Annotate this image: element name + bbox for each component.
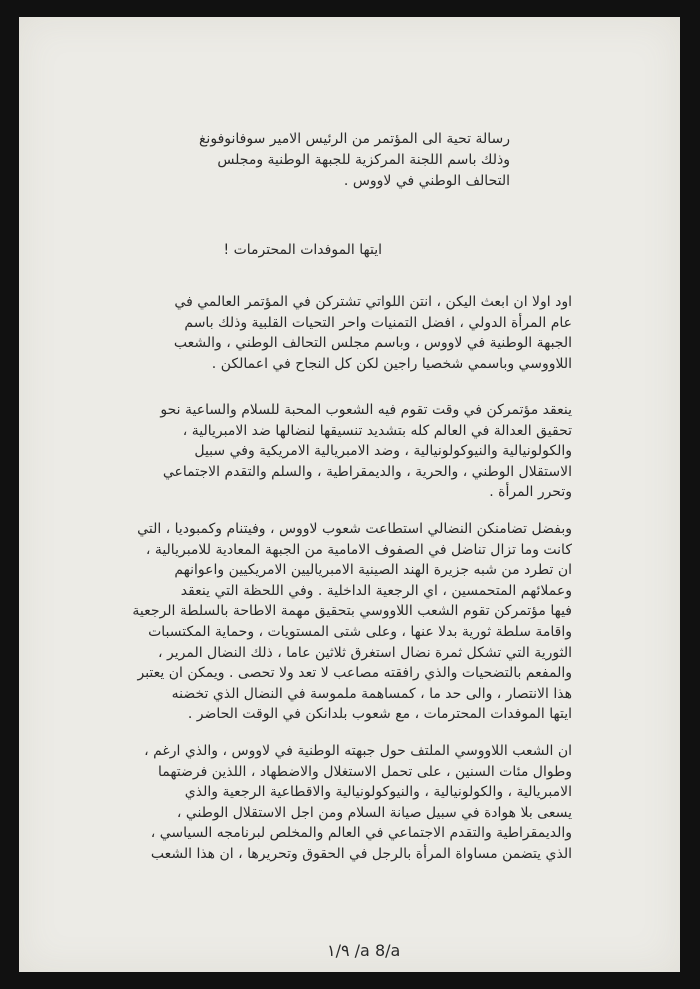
text-line: واقامة سلطة ثورية بدلا عنها ، وعلى شتى المستويات ، وحماية المكتسبات xyxy=(148,623,572,640)
text-line: ان تطرد من شبه جزيرة الهند الصينية الامبرياليين الامريكيين واعوانهم xyxy=(174,562,572,579)
text-line: اود اولا ان ابعث اليكن ، انتن اللواتي تشتركن في المؤتمر العالمي في xyxy=(174,294,572,310)
paragraph-greeting xyxy=(52,292,572,374)
text-line: الاستقلال الوطني ، والحرية ، والديمقراطية ، والسلم والتقدم الاجتماعي xyxy=(162,463,572,480)
text-line: الجبهة الوطنية في لاووس ، وباسم مجلس التحالف الوطني ، والشعب xyxy=(173,335,572,352)
paragraph-context xyxy=(52,400,572,503)
paragraph-solidarity xyxy=(52,519,572,725)
text-line: وعملائهم المتحمسين ، اي الرجعية الداخلية . وفي اللحظة التي ينعقد xyxy=(180,582,572,599)
text-line: وطوال مئات السنين ، على تحمل الاستغلال والاضطهاد ، اللذين فرضتهما xyxy=(157,763,572,780)
text-line: عام المرأة الدولي ، افضل التمنيات واحر التحيات القلبية وذلك باسم xyxy=(184,314,572,331)
text-line: ان الشعب اللاووسي الملتف حول جبهته الوطنية في لاووس ، والذي ارغم ، xyxy=(144,743,572,759)
letter-heading xyxy=(90,129,510,192)
text-line: وبفضل تضامنكن النضالي استطاعت شعوب لاووس ، وفيتنام وكمبوديا ، التي xyxy=(137,521,572,537)
page-reference: ١/٩ /a 8/a xyxy=(327,941,401,960)
text-line: ايتها الموفدات المحترمات ، مع شعوب بلدانكن في الوقت الحاضر . xyxy=(187,706,572,723)
document-page xyxy=(19,17,680,972)
text-line: يسعى بلا هوادة في سبيل صيانة السلام ومن اجل الاستقلال الوطني ، xyxy=(176,804,572,821)
text-line: وتحرر المرأة . xyxy=(489,484,572,501)
text-line: كانت وما تزال تناضل في الصفوف الامامية من الجبهة المعادية للامبريالية ، xyxy=(145,541,572,558)
heading-line: التحالف الوطني في لاووس . xyxy=(343,173,510,189)
heading-line: وذلك باسم اللجنة المركزية للجبهة الوطنية ومجلس xyxy=(217,152,510,168)
text-line: فيها مؤتمركن تقوم الشعب اللاووسي بتحقيق مهمة الاطاحة بالسلطة الرجعية xyxy=(132,603,572,620)
heading-line: رسالة تحية الى المؤتمر من الرئيس الامير سوفانوفونغ xyxy=(198,131,510,147)
paragraph-people xyxy=(52,741,572,865)
text-line: ينعقد مؤتمركن في وقت تقوم فيه الشعوب المحبة للسلام والساعية نحو xyxy=(160,402,572,418)
text-line: تحقيق العدالة في العالم كله بتشديد تنسيقها لنضالها ضد الامبريالية ، xyxy=(182,422,572,439)
text-line: الذي يتضمن مساواة المرأة بالرجل في الحقوق وتحريرها ، ان هذا الشعب xyxy=(150,845,572,862)
text-line: الثورية التي تشكل ثمرة نضال استغرق ثلاثين عاما ، ذلك النضال المرير ، xyxy=(158,644,572,661)
text-line: هذا الانتصار ، والى حد ما ، كمساهمة ملموسة في النضال الذي تخضنه xyxy=(171,685,572,702)
text-line: الامبريالية ، والكولونيالية ، والنيوكولونيالية والاقطاعية الرجعية والذي xyxy=(184,784,572,801)
text-line: والديمقراطية والتقدم الاجتماعي في العالم والمخلص لبرنامجه السياسي ، xyxy=(150,825,572,842)
text-line: والمفعم بالتضحيات والذي رافقته مصاعب لا تعد ولا تحصى . ويمكن ان يعتبر xyxy=(137,665,572,682)
text-line: والكولونيالية والنيوكولونيالية ، وضد الامبريالية الامريكية وفي سبيل xyxy=(194,443,572,460)
salutation: ايتها الموفدات المحترمات ! xyxy=(223,242,382,258)
text-line: اللاووسي وباسمي شخصيا راجين لكن كل النجاح في اعمالكن . xyxy=(211,355,572,372)
